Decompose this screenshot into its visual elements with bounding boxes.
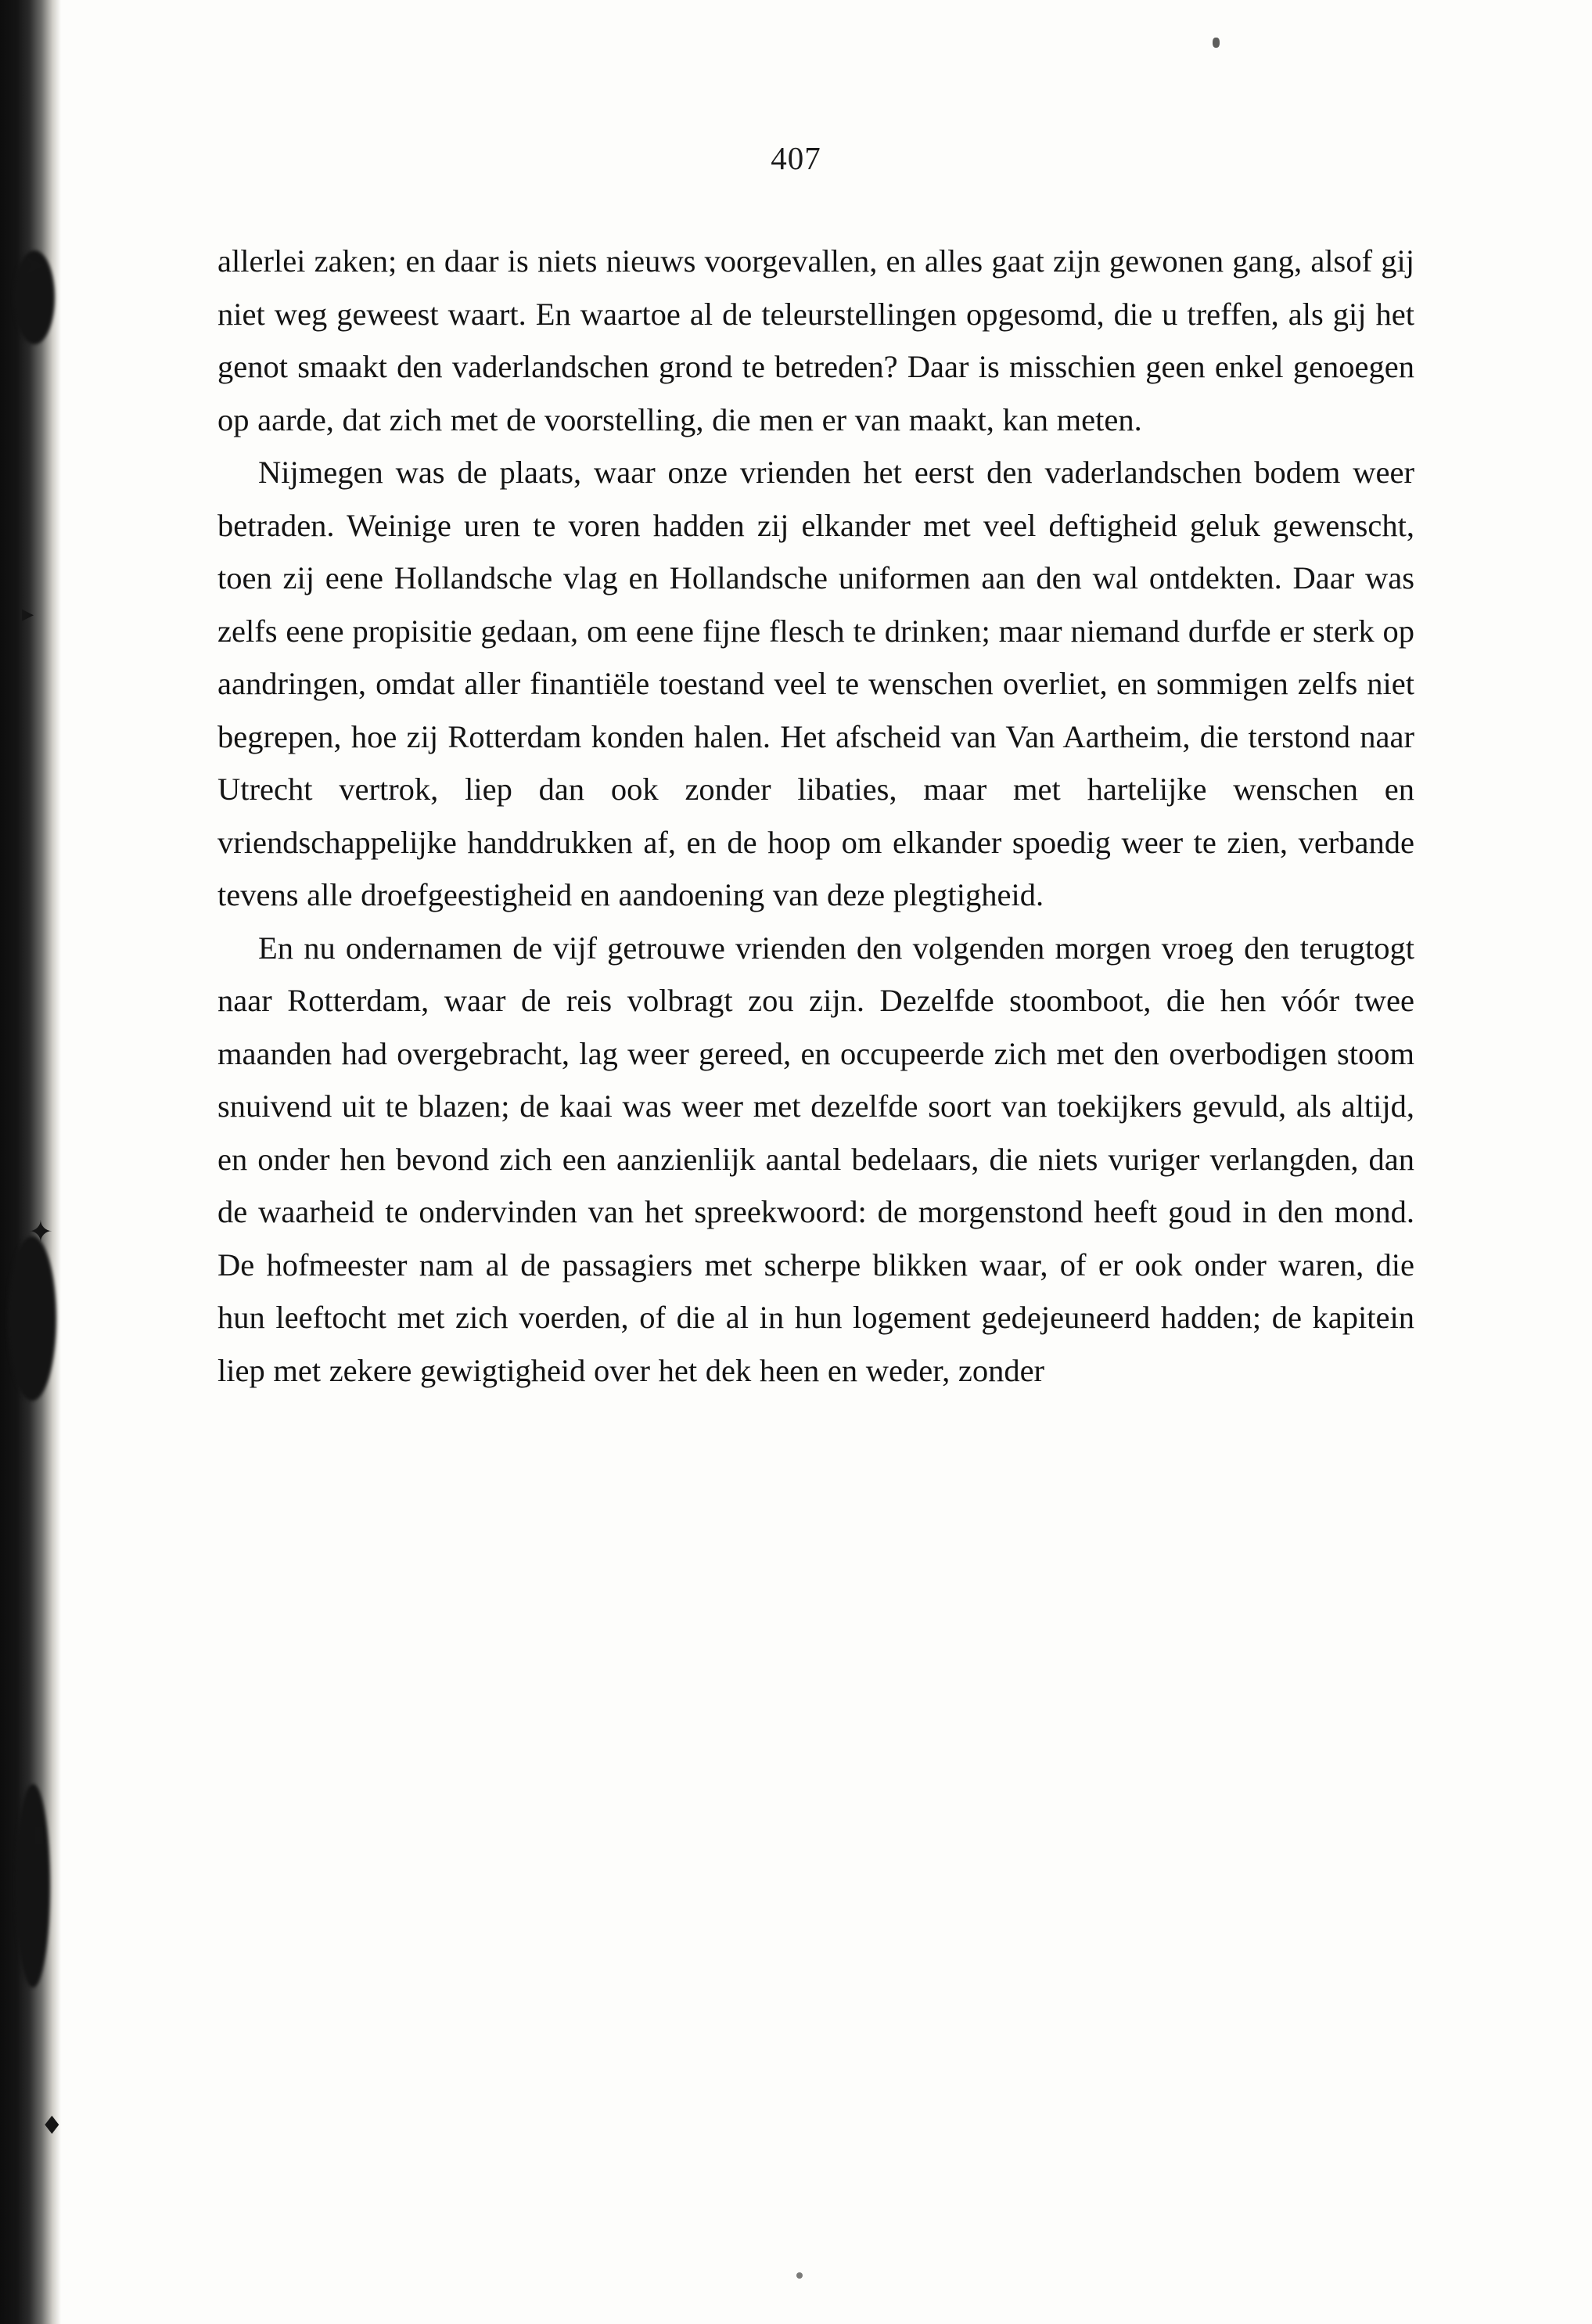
page-gutter-shadow — [0, 0, 61, 2324]
paragraph: En nu ondernamen de vijf getrouwe vrienden den volgenden morgen vroeg den terugtogt naar Rotterdam, waar de reis volbragt zou zijn. Dezelfde stoomboot, die hen vóór twee maanden had overgebracht, lag weer gereed, en occupeerde zich met den overbodigen stoom snuivend uit te blazen; de kaai was weer met dezelfde soort van toekijkers gevuld, als altijd, en onder hen bevond zich een aanzienlijk aantal bedelaars, die niets vuriger verlangden, dan de waarheid te ondervinden van het spreekwoord: de morgenstond heeft goud in den mond. De hofmeester nam al de passagiers met scherpe blikken waar, of er ook onder waren, die hun leeftocht met zich voerden, of die al in hun logement gedejeuneerd hadden; de kapitein liep met zekere gewigtigheid over het dek heen en weder, zonder — [217, 930, 1414, 1388]
paragraph: Nijmegen was de plaats, waar onze vrienden het eerst den vaderlandschen bodem weer betraden. Weinige uren te voren hadden zij elkander met veel deftigheid geluk gewenscht, toen zij eene Hollandsche vlag en Hollandsche uniformen aan den wal ontdekten. Daar was zelfs eene propisitie gedaan, om eene fijne flesch te drinken; maar niemand durfde er sterk op aandringen, omdat aller finantiële toestand veel te wenschen overliet, en sommigen zelfs niet begrepen, hoe zij Rotterdam konden halen. Het afscheid van Van Aartheim, die terstond naar Utrecht vertrok, liep dan ook zonder libaties, maar met hartelijke wenschen en vriendschappelijke handdrukken af, en de hoop om elkander spoedig weer te zien, verbande tevens alle droefgeestigheid en aandoening van deze plegtigheid. — [217, 455, 1414, 912]
gutter-speck-mark: ▮ — [33, 1821, 46, 1848]
page-number: 407 — [771, 140, 821, 176]
gutter-speck-mark: ▸ — [22, 600, 34, 628]
gutter-speck-mark: ➤ — [23, 250, 46, 281]
page-body-text — [217, 235, 1414, 1397]
scan-speck — [796, 2272, 803, 2279]
scan-speck — [1213, 38, 1220, 48]
gutter-blotch — [8, 1236, 56, 1401]
gutter-blotch — [16, 1784, 50, 1988]
gutter-speck-mark: ✦ — [28, 1214, 53, 1249]
paragraph: allerlei zaken; en daar is niets nieuws voorgevallen, en alles gaat zijn gewonen gang, alsof gij niet weg geweest waart. En waartoe al de teleurstellingen opgesomd, die u treffen, als gij het genot smaakt den vaderlandschen grond te betreden? Daar is misschien geen enkel genoegen op aarde, dat zich met de voorstelling, die men er van maakt, kan meten. — [217, 243, 1414, 437]
gutter-speck-mark: ♦ — [41, 2110, 63, 2140]
